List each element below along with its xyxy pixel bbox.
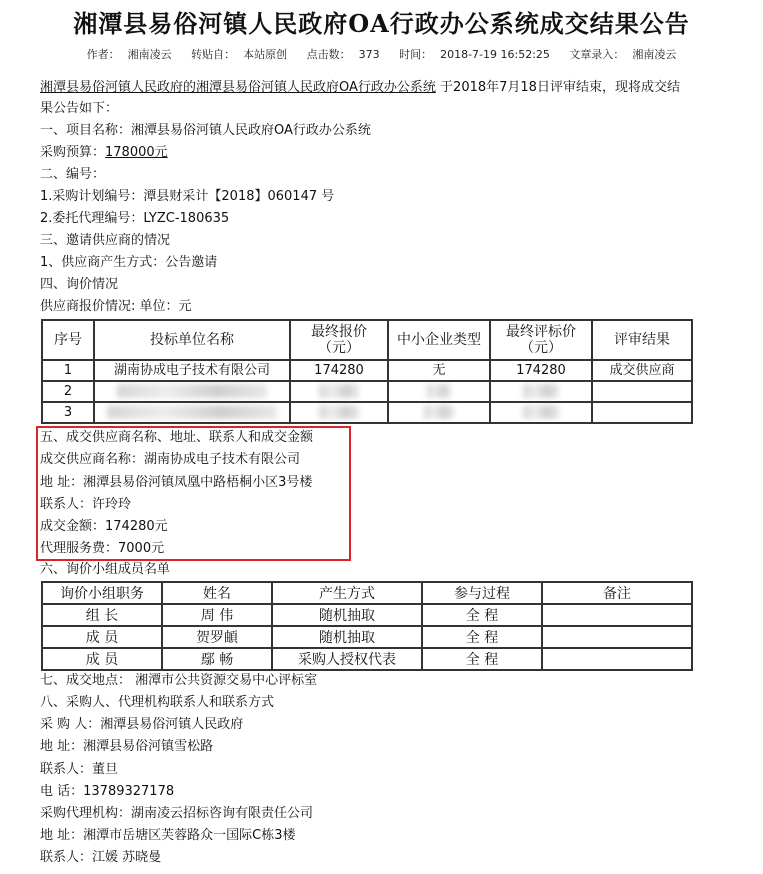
source: 本站原创 xyxy=(243,48,288,61)
header-cell: 投标单位名称 xyxy=(94,320,290,360)
table-cell: 174280 xyxy=(290,360,388,381)
table-cell: 1 xyxy=(42,360,94,381)
buyer-contact: 联系人：董旦 xyxy=(40,762,119,777)
buyer-address: 地 址：湘潭县易俗河镇雪松路 xyxy=(40,739,214,754)
budget-line: 采购预算：178000元 xyxy=(40,145,168,160)
hit-count: 373 xyxy=(358,48,380,61)
table-cell: 成交供应商 xyxy=(592,360,692,381)
header-cell: 最终报价 （元） xyxy=(290,320,388,360)
quote-table-header xyxy=(42,320,692,360)
header-cell: 询价小组职务 xyxy=(42,582,162,604)
agency-name: 采购代理机构：湖南凌云招标咨询有限责任公司 xyxy=(40,806,314,821)
section-5-heading: 五、成交供应商名称、地址、联系人和成交金额 xyxy=(40,430,314,445)
author: 湘南凌云 xyxy=(127,48,172,61)
table-cell: 全 程 xyxy=(422,604,542,626)
header-cell: 序号 xyxy=(42,320,94,360)
article-meta: 作者： 湘南凌云 转贴自： 本站原创 点击数： 373 时间： 2018-7-19 16:52:25 文章录入： 湘南凌云 xyxy=(86,48,677,61)
header-cell: 参与过程 xyxy=(422,582,542,604)
agency-contact: 联系人：江媛 苏晓曼 xyxy=(40,850,162,865)
redaction-blur xyxy=(319,405,359,419)
redaction-blur xyxy=(107,405,277,419)
winner-amount: 成交金额：174280元 xyxy=(40,519,168,534)
redacted-cell xyxy=(388,402,490,423)
redacted-cell xyxy=(490,381,592,402)
section-8-heading: 八、采购人、代理机构联系人和联系方式 xyxy=(40,695,275,710)
header-cell: 评审结果 xyxy=(592,320,692,360)
table-cell: 湖南协成电子技术有限公司 xyxy=(94,360,290,381)
redacted-cell xyxy=(388,381,490,402)
table-cell: 组 长 xyxy=(42,604,162,626)
intro-line: 湘潭县易俗河镇人民政府的湘潭县易俗河镇人民政府OA行政办公系统 于2018年7月18日评审结束，现将成交结 xyxy=(40,80,680,95)
table-row xyxy=(42,402,692,423)
header-cell: 产生方式 xyxy=(272,582,422,604)
table-cell: 鄢 畅 xyxy=(162,648,272,670)
redaction-blur xyxy=(424,405,454,419)
redaction-blur xyxy=(319,384,359,398)
header-cell: 中小企业类型 xyxy=(388,320,490,360)
quote-unit: 供应商报价情况: 单位：元 xyxy=(40,299,192,314)
redacted-cell xyxy=(290,381,388,402)
header-cell: 姓名 xyxy=(162,582,272,604)
redacted-cell xyxy=(94,381,290,402)
redaction-blur xyxy=(427,384,451,398)
redacted-cell xyxy=(490,402,592,423)
redacted-cell xyxy=(290,402,388,423)
quote-table xyxy=(41,319,693,424)
winner-address: 地 址：湘潭县易俗河镇凤凰中路梧桐小区3号楼 xyxy=(40,475,313,490)
table-cell: 成 员 xyxy=(42,626,162,648)
redaction-blur xyxy=(523,384,559,398)
section-3-heading: 三、邀请供应商的情况 xyxy=(40,233,171,248)
table-cell: 174280 xyxy=(490,360,592,381)
page-title: 湘潭县易俗河镇人民政府OA行政办公系统成交结果公告 xyxy=(73,9,690,38)
editor: 湘南凌云 xyxy=(632,48,677,61)
table-cell xyxy=(542,626,692,648)
winner-contact: 联系人：许玲玲 xyxy=(40,497,132,512)
table-cell: 3 xyxy=(42,402,94,423)
committee-table xyxy=(41,581,693,671)
agency-fee: 代理服务费：7000元 xyxy=(40,541,165,556)
table-row xyxy=(42,360,692,381)
table-cell: 随机抽取 xyxy=(272,626,422,648)
winner-name: 成交供应商名称：湖南协成电子技术有限公司 xyxy=(40,452,301,467)
header-cell: 最终评标价 （元） xyxy=(490,320,592,360)
table-row xyxy=(42,648,692,670)
table-cell xyxy=(542,648,692,670)
intro-line-2: 果公告如下： xyxy=(40,101,119,116)
header-cell: 备注 xyxy=(542,582,692,604)
table-cell xyxy=(542,604,692,626)
plan-number: 1.采购计划编号：潭县财采计【2018】060147 号 xyxy=(40,189,335,204)
project-link[interactable]: 湘潭县易俗河镇人民政府的湘潭县易俗河镇人民政府OA行政办公系统 xyxy=(40,80,436,95)
table-row xyxy=(42,604,692,626)
table-cell xyxy=(592,402,692,423)
buyer-name: 采 购 人：湘潭县易俗河镇人民政府 xyxy=(40,717,244,732)
table-cell: 全 程 xyxy=(422,626,542,648)
agency-address: 地 址：湘潭市岳塘区芙蓉路众一国际C栋3楼 xyxy=(40,828,296,843)
table-cell: 成 员 xyxy=(42,648,162,670)
section-7-heading: 七、成交地点： 湘潭市公共资源交易中心评标室 xyxy=(40,673,318,688)
budget-value: 178000元 xyxy=(105,145,168,160)
table-row xyxy=(42,626,692,648)
section-4-heading: 四、询价情况 xyxy=(40,277,119,292)
table-cell: 采购人授权代表 xyxy=(272,648,422,670)
table-cell: 周 伟 xyxy=(162,604,272,626)
table-cell xyxy=(592,381,692,402)
section-2-heading: 二、编号： xyxy=(40,167,106,182)
table-cell: 全 程 xyxy=(422,648,542,670)
committee-table-header xyxy=(42,582,692,604)
section-6-heading: 六、询价小组成员名单 xyxy=(40,562,171,577)
table-cell: 贺罗頔 xyxy=(162,626,272,648)
redaction-blur xyxy=(523,405,559,419)
redacted-cell xyxy=(94,402,290,423)
buyer-phone: 电 话：13789327178 xyxy=(40,784,175,799)
agent-number: 2.委托代理编号：LYZC-180635 xyxy=(40,211,230,226)
redaction-blur xyxy=(117,384,267,398)
table-cell: 2 xyxy=(42,381,94,402)
supplier-method: 1、供应商产生方式：公告邀请 xyxy=(40,255,218,270)
table-cell: 无 xyxy=(388,360,490,381)
table-cell: 随机抽取 xyxy=(272,604,422,626)
table-row xyxy=(42,381,692,402)
publish-time: 2018-7-19 16:52:25 xyxy=(440,48,550,61)
section-1-heading: 一、项目名称：湘潭县易俗河镇人民政府OA行政办公系统 xyxy=(40,123,371,138)
